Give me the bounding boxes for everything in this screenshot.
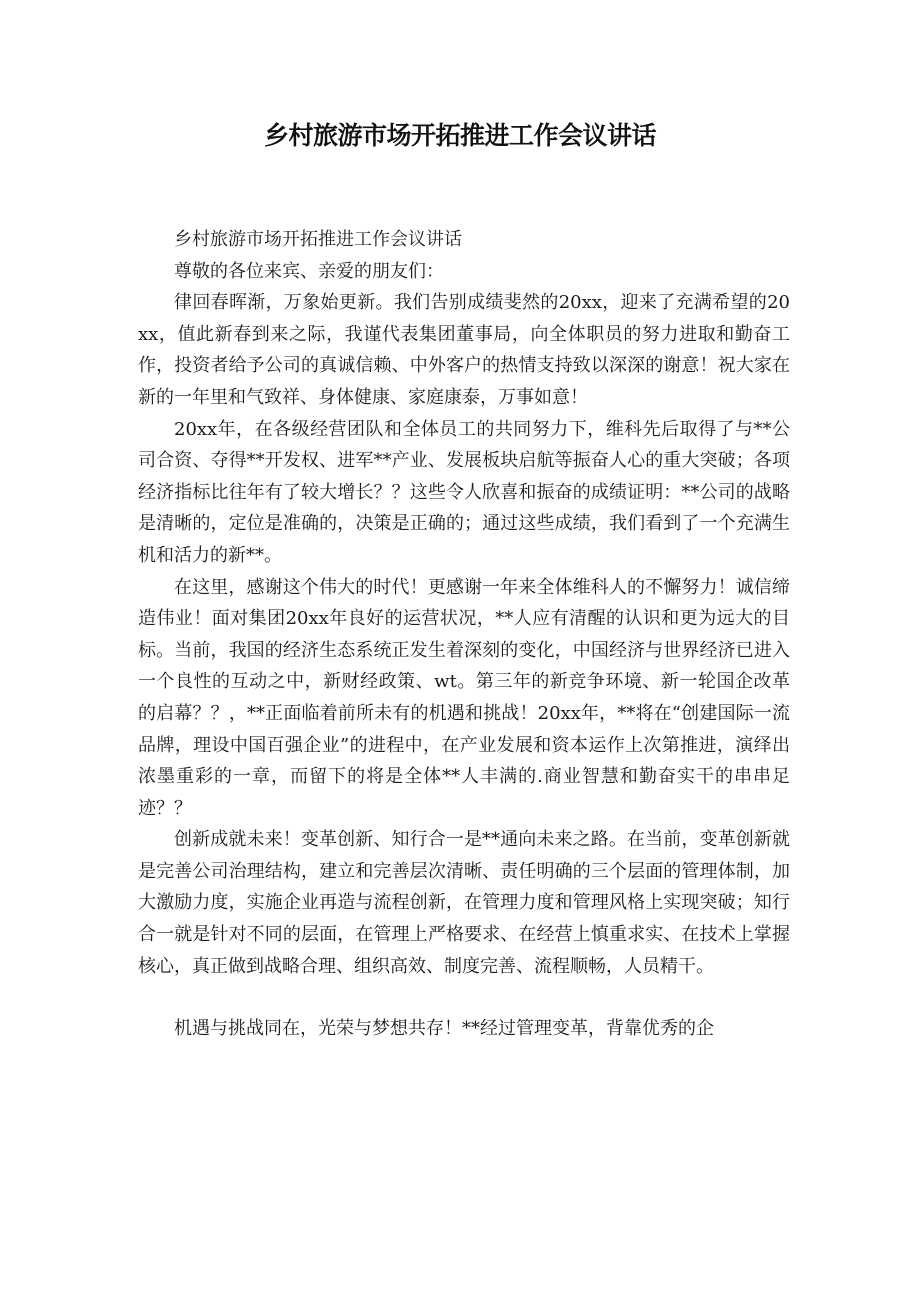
body-paragraph: 在这里，感谢这个伟大的时代！更感谢一年来全体维科人的不懈努力！诚信缔造伟业！面对集团20xx年良好的运营状况，**人应有清醒的认识和更为远大的目标。当前，我国的经济生态系统正发生着深刻的变化，中国经济与世界经济已进入一个良性的互动之中，新财经政策、wt。第三年的新竞争环境、新一轮国企改革的启幕？？，**正面临着前所未有的机遇和挑战！20xx年，**将在“创建国际一流品牌，理设中国百强企业”的进程中，在产业发展和资本运作上次第推进，演绎出浓墨重彩的一章，而留下的将是全体**人丰满的.商业智慧和勤奋实干的串串足迹？？ bbox=[138, 576, 790, 819]
document-body bbox=[138, 224, 790, 1045]
salutation-paragraph: 尊敬的各位来宾、亲爱的朋友们： bbox=[174, 260, 444, 282]
subtitle-paragraph: 乡村旅游市场开拓推进工作会议讲话 bbox=[174, 229, 462, 250]
body-paragraph: 机遇与挑战同在，光荣与梦想共存！**经过管理变革，背靠优秀的企 bbox=[174, 1018, 714, 1040]
body-paragraph: 20xx年，在各级经营团队和全体员工的共同努力下，维科先后取得了与**公司合资、夺得**开发权、进军**产业、发展板块启航等振奋人心的重大突破；各项经济指标比往年有了较大增长？？这些令人欣喜和振奋的成绩证明：**公司的战略是清晰的，定位是准确的，决策是正确的；通过这些成绩，我们看到了一个充满生机和活力的新**。 bbox=[138, 418, 790, 566]
body-paragraph: 律回春晖渐，万象始更新。我们告别成绩斐然的20xx，迎来了充满希望的20xx，值此新春到来之际，我谨代表集团董事局，向全体职员的努力进取和勤奋工作，投资者给予公司的真诚信赖、中外客户的热情支持致以深深的谢意！祝大家在新的一年里和气致祥、身体健康、家庭康泰，万事如意！ bbox=[138, 292, 790, 408]
document-title: 乡村旅游市场开拓推进工作会议讲话 bbox=[263, 121, 656, 150]
body-paragraph: 创新成就未来！变革创新、知行合一是**通向未来之路。在当前，变革创新就是完善公司治理结构，建立和完善层次清晰、责任明确的三个层面的管理体制，加大激励力度，实施企业再造与流程创新，在管理力度和管理风格上实现突破；知行合一就是针对不同的层面，在管理上严格要求、在经营上慎重求实、在技术上掌握核心，真正做到战略合理、组织高效、制度完善、流程顺畅，人员精干。 bbox=[138, 829, 790, 977]
